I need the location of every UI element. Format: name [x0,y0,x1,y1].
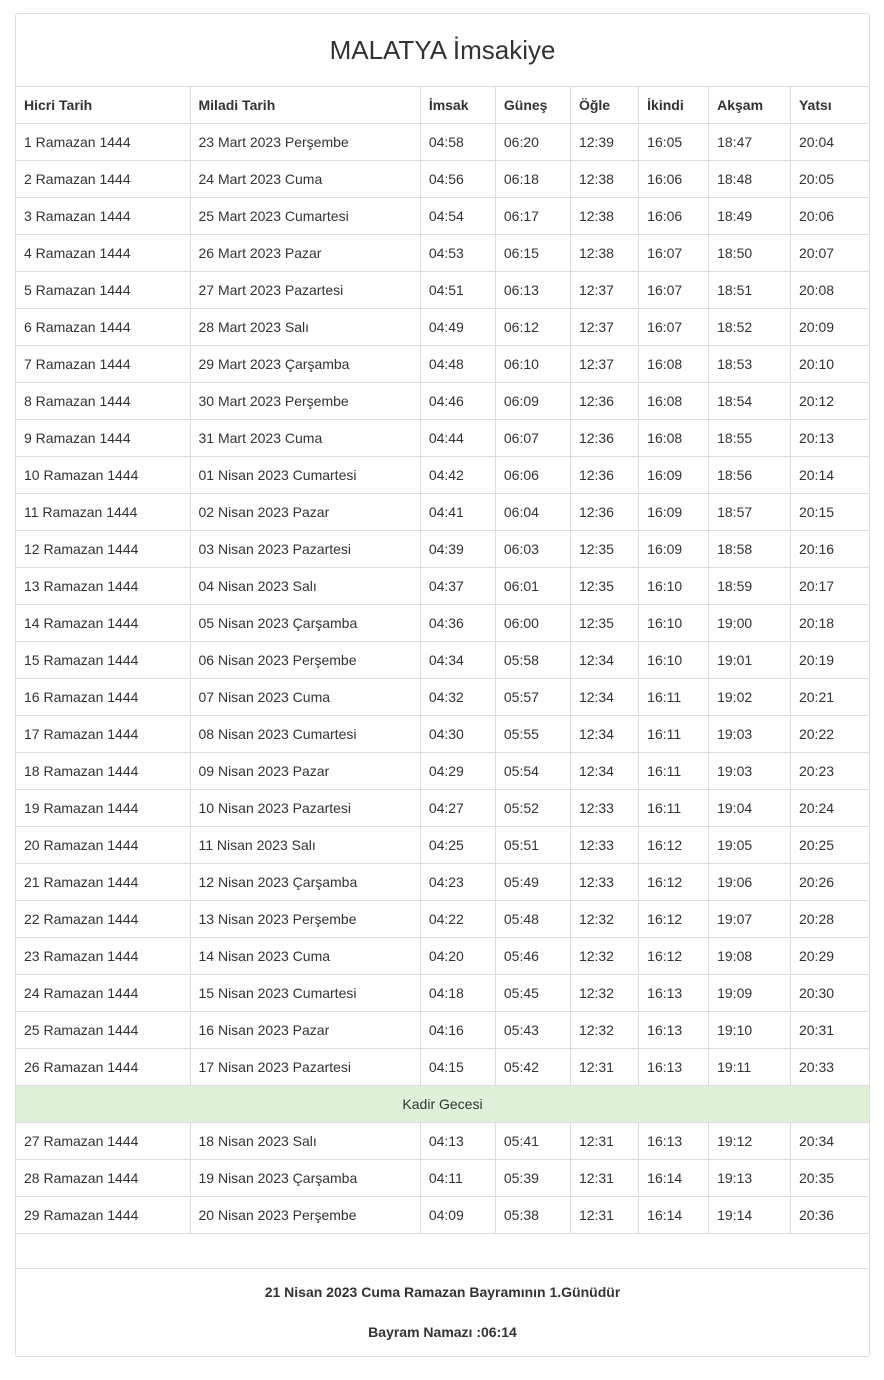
cell-imsak: 04:22 [420,901,495,938]
cell-miladi: 18 Nisan 2023 Salı [190,1123,420,1160]
cell-hicri: 9 Ramazan 1444 [16,420,190,457]
cell-gunes: 06:18 [495,161,570,198]
cell-imsak: 04:15 [420,1049,495,1086]
cell-aksam: 19:14 [709,1197,791,1234]
table-row [16,346,869,383]
cell-aksam: 19:00 [709,605,791,642]
cell-aksam: 19:03 [709,753,791,790]
cell-imsak: 04:25 [420,827,495,864]
cell-ikindi: 16:14 [639,1160,709,1197]
cell-aksam: 19:01 [709,642,791,679]
cell-aksam: 18:47 [709,124,791,161]
cell-hicri: 10 Ramazan 1444 [16,457,190,494]
table-row [16,753,869,790]
cell-imsak: 04:30 [420,716,495,753]
cell-ikindi: 16:10 [639,642,709,679]
cell-ogle: 12:38 [570,235,638,272]
cell-miladi: 01 Nisan 2023 Cumartesi [190,457,420,494]
cell-imsak: 04:49 [420,309,495,346]
kadir-gecesi-label: Kadir Gecesi [16,1086,869,1123]
cell-gunes: 05:54 [495,753,570,790]
cell-miladi: 03 Nisan 2023 Pazartesi [190,531,420,568]
cell-ogle: 12:31 [570,1049,638,1086]
cell-hicri: 27 Ramazan 1444 [16,1123,190,1160]
cell-gunes: 06:01 [495,568,570,605]
table-row [16,198,869,235]
bayram-prayer-time: Bayram Namazı :06:14 [368,1324,517,1340]
table-row [16,679,869,716]
table-header-row [16,87,869,124]
cell-hicri: 13 Ramazan 1444 [16,568,190,605]
table-row [16,827,869,864]
table-row [16,420,869,457]
cell-aksam: 19:04 [709,790,791,827]
cell-yatsi: 20:14 [790,457,869,494]
cell-ogle: 12:33 [570,790,638,827]
cell-ogle: 12:32 [570,938,638,975]
cell-aksam: 18:56 [709,457,791,494]
table-row [16,975,869,1012]
cell-ikindi: 16:11 [639,790,709,827]
cell-imsak: 04:13 [420,1123,495,1160]
cell-hicri: 7 Ramazan 1444 [16,346,190,383]
column-header-hicri: Hicri Tarih [16,87,190,124]
cell-ogle: 12:34 [570,753,638,790]
column-header-ogle: Öğle [570,87,638,124]
cell-ogle: 12:31 [570,1123,638,1160]
table-row [16,1049,869,1086]
cell-gunes: 05:42 [495,1049,570,1086]
cell-imsak: 04:11 [420,1160,495,1197]
table-row [16,901,869,938]
cell-ogle: 12:35 [570,605,638,642]
cell-ogle: 12:31 [570,1160,638,1197]
table-row [16,1123,869,1160]
cell-ikindi: 16:11 [639,679,709,716]
cell-imsak: 04:23 [420,864,495,901]
cell-gunes: 05:43 [495,1012,570,1049]
cell-ikindi: 16:13 [639,1123,709,1160]
table-row [16,161,869,198]
cell-miladi: 28 Mart 2023 Salı [190,309,420,346]
cell-gunes: 05:52 [495,790,570,827]
cell-yatsi: 20:17 [790,568,869,605]
cell-yatsi: 20:23 [790,753,869,790]
cell-yatsi: 20:26 [790,864,869,901]
cell-ogle: 12:36 [570,383,638,420]
table-row [16,1012,869,1049]
cell-aksam: 19:02 [709,679,791,716]
cell-ogle: 12:36 [570,457,638,494]
cell-aksam: 19:12 [709,1123,791,1160]
table-row [16,790,869,827]
cell-gunes: 05:51 [495,827,570,864]
cell-yatsi: 20:15 [790,494,869,531]
cell-imsak: 04:20 [420,938,495,975]
cell-miladi: 31 Mart 2023 Cuma [190,420,420,457]
imsakiye-card [15,13,870,1357]
cell-imsak: 04:39 [420,531,495,568]
cell-yatsi: 20:10 [790,346,869,383]
cell-hicri: 2 Ramazan 1444 [16,161,190,198]
table-row [16,1197,869,1234]
kadir-gecesi-row [16,1086,869,1123]
cell-yatsi: 20:25 [790,827,869,864]
cell-ikindi: 16:09 [639,457,709,494]
cell-miladi: 20 Nisan 2023 Perşembe [190,1197,420,1234]
cell-hicri: 20 Ramazan 1444 [16,827,190,864]
cell-aksam: 19:08 [709,938,791,975]
cell-ikindi: 16:08 [639,420,709,457]
cell-miladi: 30 Mart 2023 Perşembe [190,383,420,420]
cell-yatsi: 20:18 [790,605,869,642]
cell-hicri: 23 Ramazan 1444 [16,938,190,975]
cell-yatsi: 20:12 [790,383,869,420]
cell-gunes: 06:03 [495,531,570,568]
cell-imsak: 04:36 [420,605,495,642]
table-body [16,124,869,1234]
cell-ikindi: 16:08 [639,346,709,383]
table-row [16,531,869,568]
cell-ikindi: 16:12 [639,827,709,864]
cell-ikindi: 16:09 [639,531,709,568]
cell-aksam: 18:54 [709,383,791,420]
cell-yatsi: 20:22 [790,716,869,753]
cell-ogle: 12:39 [570,124,638,161]
cell-yatsi: 20:13 [790,420,869,457]
cell-miladi: 10 Nisan 2023 Pazartesi [190,790,420,827]
cell-hicri: 15 Ramazan 1444 [16,642,190,679]
column-header-aksam: Akşam [709,87,791,124]
cell-yatsi: 20:07 [790,235,869,272]
cell-miladi: 12 Nisan 2023 Çarşamba [190,864,420,901]
bayram-note [16,1268,869,1356]
cell-ogle: 12:33 [570,864,638,901]
cell-aksam: 19:03 [709,716,791,753]
table-row [16,642,869,679]
cell-yatsi: 20:08 [790,272,869,309]
cell-gunes: 06:09 [495,383,570,420]
table-row [16,605,869,642]
cell-ogle: 12:32 [570,975,638,1012]
cell-aksam: 19:10 [709,1012,791,1049]
table-row [16,1160,869,1197]
cell-ikindi: 16:11 [639,753,709,790]
cell-imsak: 04:16 [420,1012,495,1049]
cell-hicri: 3 Ramazan 1444 [16,198,190,235]
cell-yatsi: 20:06 [790,198,869,235]
cell-ikindi: 16:05 [639,124,709,161]
cell-ogle: 12:32 [570,1012,638,1049]
cell-hicri: 4 Ramazan 1444 [16,235,190,272]
cell-miladi: 27 Mart 2023 Pazartesi [190,272,420,309]
cell-ikindi: 16:07 [639,309,709,346]
cell-imsak: 04:41 [420,494,495,531]
cell-imsak: 04:18 [420,975,495,1012]
cell-yatsi: 20:09 [790,309,869,346]
table-row [16,716,869,753]
cell-hicri: 1 Ramazan 1444 [16,124,190,161]
cell-ikindi: 16:13 [639,1012,709,1049]
cell-ikindi: 16:06 [639,198,709,235]
table-row [16,309,869,346]
table-row [16,383,869,420]
cell-gunes: 05:49 [495,864,570,901]
cell-hicri: 5 Ramazan 1444 [16,272,190,309]
cell-ikindi: 16:12 [639,938,709,975]
cell-ogle: 12:37 [570,309,638,346]
cell-imsak: 04:27 [420,790,495,827]
cell-miladi: 07 Nisan 2023 Cuma [190,679,420,716]
cell-miladi: 02 Nisan 2023 Pazar [190,494,420,531]
cell-aksam: 19:07 [709,901,791,938]
cell-yatsi: 20:16 [790,531,869,568]
cell-yatsi: 20:33 [790,1049,869,1086]
cell-hicri: 22 Ramazan 1444 [16,901,190,938]
cell-ikindi: 16:07 [639,272,709,309]
cell-miladi: 11 Nisan 2023 Salı [190,827,420,864]
table-row [16,494,869,531]
cell-imsak: 04:54 [420,198,495,235]
cell-ikindi: 16:09 [639,494,709,531]
column-header-ikindi: İkindi [639,87,709,124]
cell-gunes: 06:13 [495,272,570,309]
cell-hicri: 6 Ramazan 1444 [16,309,190,346]
cell-imsak: 04:51 [420,272,495,309]
cell-gunes: 06:20 [495,124,570,161]
cell-aksam: 18:59 [709,568,791,605]
cell-ogle: 12:34 [570,642,638,679]
cell-gunes: 06:00 [495,605,570,642]
cell-yatsi: 20:30 [790,975,869,1012]
cell-aksam: 19:11 [709,1049,791,1086]
cell-aksam: 18:53 [709,346,791,383]
cell-imsak: 04:29 [420,753,495,790]
cell-ogle: 12:36 [570,420,638,457]
cell-gunes: 05:41 [495,1123,570,1160]
cell-aksam: 18:57 [709,494,791,531]
cell-ikindi: 16:08 [639,383,709,420]
cell-ikindi: 16:06 [639,161,709,198]
table-row [16,124,869,161]
cell-gunes: 06:15 [495,235,570,272]
cell-gunes: 05:55 [495,716,570,753]
cell-ogle: 12:33 [570,827,638,864]
cell-gunes: 06:04 [495,494,570,531]
column-header-imsak: İmsak [420,87,495,124]
column-header-miladi: Miladi Tarih [190,87,420,124]
cell-aksam: 18:48 [709,161,791,198]
cell-hicri: 29 Ramazan 1444 [16,1197,190,1234]
cell-miladi: 13 Nisan 2023 Perşembe [190,901,420,938]
cell-ogle: 12:37 [570,272,638,309]
prayer-times-table [16,87,869,1234]
cell-hicri: 19 Ramazan 1444 [16,790,190,827]
column-header-yatsi: Yatsı [790,87,869,124]
cell-gunes: 06:17 [495,198,570,235]
cell-aksam: 19:05 [709,827,791,864]
cell-ikindi: 16:13 [639,1049,709,1086]
cell-miladi: 08 Nisan 2023 Cumartesi [190,716,420,753]
cell-miladi: 26 Mart 2023 Pazar [190,235,420,272]
cell-imsak: 04:53 [420,235,495,272]
cell-imsak: 04:48 [420,346,495,383]
cell-hicri: 26 Ramazan 1444 [16,1049,190,1086]
page-title: MALATYA İmsakiye [16,14,869,87]
cell-imsak: 04:37 [420,568,495,605]
cell-ogle: 12:38 [570,161,638,198]
cell-aksam: 18:55 [709,420,791,457]
table-row [16,457,869,494]
cell-hicri: 14 Ramazan 1444 [16,605,190,642]
cell-aksam: 18:52 [709,309,791,346]
cell-imsak: 04:46 [420,383,495,420]
cell-yatsi: 20:29 [790,938,869,975]
cell-miladi: 09 Nisan 2023 Pazar [190,753,420,790]
cell-ikindi: 16:11 [639,716,709,753]
cell-ogle: 12:34 [570,716,638,753]
cell-yatsi: 20:36 [790,1197,869,1234]
cell-ikindi: 16:07 [639,235,709,272]
cell-hicri: 24 Ramazan 1444 [16,975,190,1012]
cell-aksam: 18:50 [709,235,791,272]
cell-ikindi: 16:14 [639,1197,709,1234]
cell-imsak: 04:56 [420,161,495,198]
table-row [16,864,869,901]
table-row [16,235,869,272]
cell-gunes: 06:07 [495,420,570,457]
cell-ikindi: 16:10 [639,568,709,605]
cell-ogle: 12:34 [570,679,638,716]
cell-miladi: 06 Nisan 2023 Perşembe [190,642,420,679]
cell-miladi: 05 Nisan 2023 Çarşamba [190,605,420,642]
cell-aksam: 18:51 [709,272,791,309]
cell-gunes: 06:12 [495,309,570,346]
cell-imsak: 04:32 [420,679,495,716]
cell-gunes: 05:45 [495,975,570,1012]
table-row [16,272,869,309]
cell-imsak: 04:58 [420,124,495,161]
cell-imsak: 04:44 [420,420,495,457]
cell-hicri: 12 Ramazan 1444 [16,531,190,568]
cell-imsak: 04:34 [420,642,495,679]
cell-miladi: 19 Nisan 2023 Çarşamba [190,1160,420,1197]
cell-gunes: 05:57 [495,679,570,716]
cell-hicri: 25 Ramazan 1444 [16,1012,190,1049]
cell-aksam: 19:13 [709,1160,791,1197]
table-footer-spacer [16,1234,869,1268]
column-header-gunes: Güneş [495,87,570,124]
cell-yatsi: 20:35 [790,1160,869,1197]
cell-hicri: 18 Ramazan 1444 [16,753,190,790]
cell-miladi: 24 Mart 2023 Cuma [190,161,420,198]
cell-ikindi: 16:10 [639,605,709,642]
cell-miladi: 14 Nisan 2023 Cuma [190,938,420,975]
cell-hicri: 28 Ramazan 1444 [16,1160,190,1197]
cell-ogle: 12:35 [570,531,638,568]
cell-gunes: 05:58 [495,642,570,679]
cell-aksam: 18:49 [709,198,791,235]
bayram-day-note: 21 Nisan 2023 Cuma Ramazan Bayramının 1.Günüdür [264,1284,621,1300]
cell-ikindi: 16:12 [639,901,709,938]
cell-hicri: 16 Ramazan 1444 [16,679,190,716]
cell-ogle: 12:36 [570,494,638,531]
cell-yatsi: 20:05 [790,161,869,198]
cell-ogle: 12:32 [570,901,638,938]
cell-aksam: 18:58 [709,531,791,568]
cell-yatsi: 20:31 [790,1012,869,1049]
cell-miladi: 16 Nisan 2023 Pazar [190,1012,420,1049]
cell-gunes: 05:38 [495,1197,570,1234]
cell-hicri: 21 Ramazan 1444 [16,864,190,901]
cell-yatsi: 20:04 [790,124,869,161]
cell-aksam: 19:09 [709,975,791,1012]
cell-miladi: 23 Mart 2023 Perşembe [190,124,420,161]
cell-gunes: 06:06 [495,457,570,494]
cell-ikindi: 16:13 [639,975,709,1012]
cell-yatsi: 20:28 [790,901,869,938]
table-row [16,568,869,605]
cell-yatsi: 20:34 [790,1123,869,1160]
cell-ikindi: 16:12 [639,864,709,901]
cell-miladi: 17 Nisan 2023 Pazartesi [190,1049,420,1086]
cell-ogle: 12:31 [570,1197,638,1234]
cell-yatsi: 20:19 [790,642,869,679]
cell-imsak: 04:09 [420,1197,495,1234]
cell-ogle: 12:38 [570,198,638,235]
cell-imsak: 04:42 [420,457,495,494]
cell-ogle: 12:37 [570,346,638,383]
cell-gunes: 05:46 [495,938,570,975]
cell-miladi: 25 Mart 2023 Cumartesi [190,198,420,235]
cell-gunes: 05:39 [495,1160,570,1197]
cell-yatsi: 20:21 [790,679,869,716]
cell-miladi: 15 Nisan 2023 Cumartesi [190,975,420,1012]
cell-hicri: 17 Ramazan 1444 [16,716,190,753]
cell-ogle: 12:35 [570,568,638,605]
cell-miladi: 04 Nisan 2023 Salı [190,568,420,605]
cell-yatsi: 20:24 [790,790,869,827]
cell-gunes: 06:10 [495,346,570,383]
table-row [16,938,869,975]
cell-gunes: 05:48 [495,901,570,938]
cell-hicri: 11 Ramazan 1444 [16,494,190,531]
cell-hicri: 8 Ramazan 1444 [16,383,190,420]
cell-aksam: 19:06 [709,864,791,901]
cell-miladi: 29 Mart 2023 Çarşamba [190,346,420,383]
